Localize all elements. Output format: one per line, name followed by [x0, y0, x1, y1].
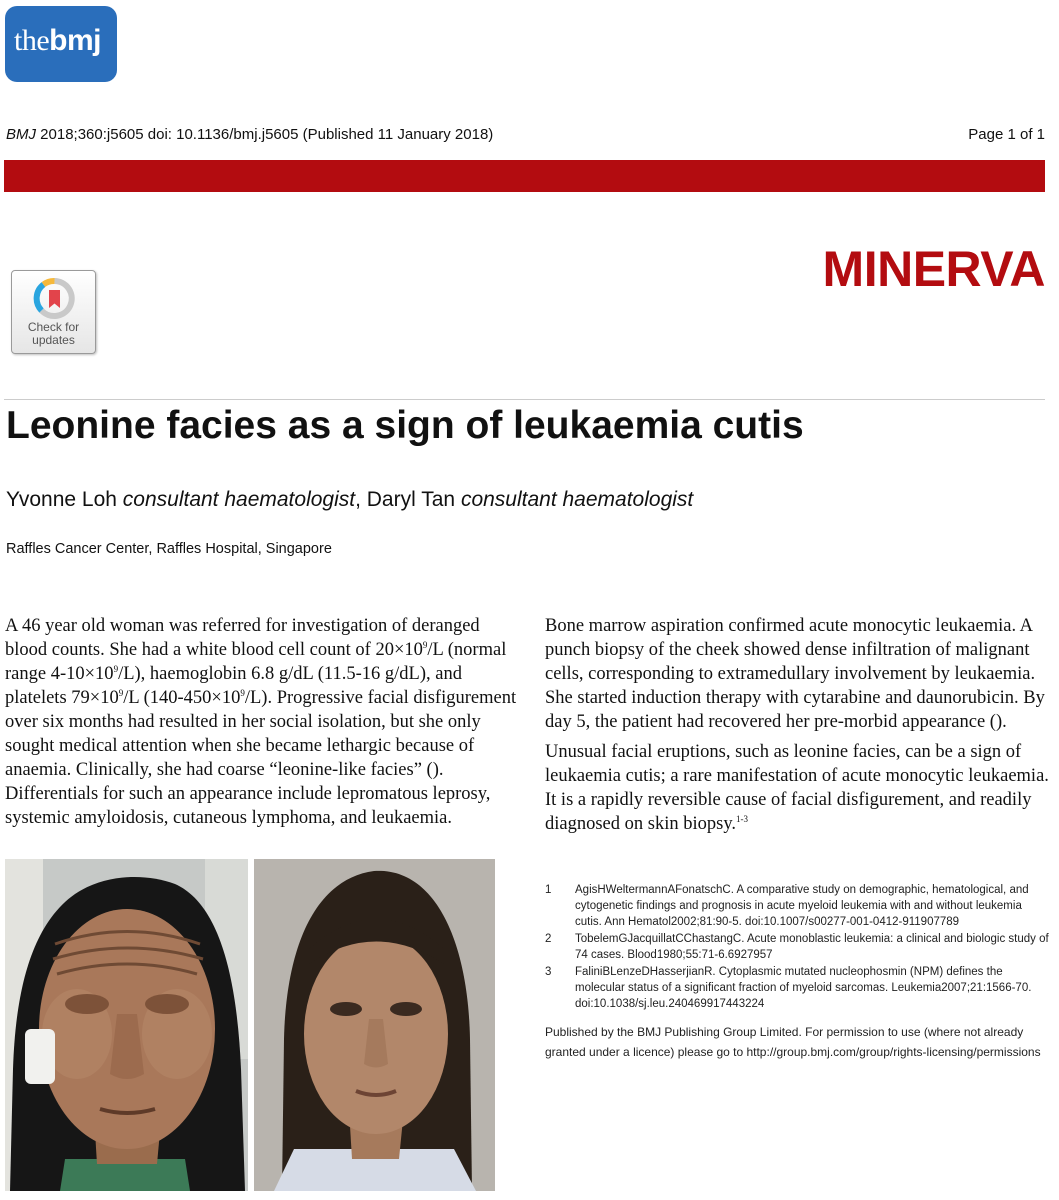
- citation-line: [6, 126, 493, 143]
- bmj-logo[interactable]: [5, 6, 117, 82]
- author-name: Daryl Tan: [366, 488, 456, 511]
- reference-item: [545, 882, 1050, 930]
- header-red-bar: [4, 160, 1045, 192]
- logo-part-bmj: bmj: [49, 24, 101, 57]
- license-notice: Published by the BMJ Publishing Group Limited. For permission to use (where not already granted under a licence) please go to http://group.bmj.com/group/rights-licensing/permissions: [545, 1025, 1041, 1059]
- clinical-photo-before: [5, 859, 248, 1191]
- reference-text: AgisHWeltermannAFonatschC. A comparative study on demographic, hematological, and cytogenetic findings and prognosis in acute myeloid leukemia with and without leukemia cutis. Ann Hematol2002;81:90-5. doi:10.1007/s00277-001-0412-911907789: [575, 884, 1029, 928]
- reference-number: 2: [545, 933, 552, 945]
- check-for-updates-icon: [33, 277, 76, 320]
- author-role: consultant haematologist: [122, 488, 356, 511]
- check-for-updates-label: [12, 321, 95, 347]
- article-title: Leonine facies as a sign of leukaemia cutis: [6, 404, 804, 447]
- reference-number: 1: [545, 884, 552, 896]
- body-column-right: [545, 614, 1050, 836]
- reference-text: TobelemGJacquillatCChastangC. Acute monoblastic leukemia: a clinical and biologic study of 74 cases. Blood1980;55:71-6.6927957: [575, 933, 1049, 961]
- body-paragraph-3: Unusual facial eruptions, such as leonine facies, can be a sign of leukaemia cutis; a rare manifestation of acute monocytic leukaemia. It is a rapidly reversible cause of facial disfigurement, and readily diagnosed on skin biopsy.$^{1-3}$: [545, 742, 1049, 834]
- reference-list: [545, 882, 1050, 1013]
- check-for-updates-line1: Check for: [27, 320, 80, 334]
- citation-details: 2018;360:j5605 doi: 10.1136/bmj.j5605 (Published 11 January 2018): [36, 126, 494, 143]
- clinical-photo-after: [254, 859, 495, 1191]
- author-role: consultant haematologist: [460, 488, 694, 511]
- reference-citation-link[interactable]: 1-3: [736, 813, 748, 824]
- reference-number: 3: [545, 966, 552, 978]
- author-name: Yvonne Loh: [6, 488, 117, 511]
- page-number: Page 1 of 1: [968, 126, 1045, 143]
- title-divider: [4, 399, 1045, 400]
- reference-item: [545, 964, 1050, 1012]
- check-for-updates-button[interactable]: [11, 270, 96, 354]
- section-label: MINERVA: [822, 241, 1045, 297]
- body-paragraph-2: Bone marrow aspiration confirmed acute monocytic leukaemia. A punch biopsy of the cheek showed dense infiltration of malignant cells, corresponding to extramedullary involvement by leukaemia. She started induction therapy with cytarabine and daunorubicin. By day 5, the patient had recovered her pre-morbid appearance ().: [545, 616, 1045, 732]
- logo-part-the: the: [14, 24, 50, 57]
- body-column-left: [5, 614, 517, 830]
- journal-name: BMJ: [6, 126, 36, 143]
- check-for-updates-line2: updates: [32, 333, 75, 347]
- reference-item: [545, 931, 1050, 963]
- author-affiliation: Raffles Cancer Center, Raffles Hospital, Singapore: [6, 541, 332, 557]
- body-paragraph-1: A 46 year old woman was referred for investigation of deranged blood counts. She had a white blood cell count of $20\times 10^9/L$ (normal range $4-10\times 10^9/L$), haemoglobin 6.8 g/dL (11.5-16 g/dL), and platelets $79\times 10^9/L$ $(140-450\times 10^9/L)$. Progressive facial disfigurement over six months had resulted in her social isolation, but she only sought medical attention when she became lethargic because of anaemia. Clinically, she had coarse “leonine-like facies” (). Differentials for such an appearance include lepromatous leprosy, systemic amyloidosis, cutaneous lymphoma, and leukaemia.: [5, 616, 517, 828]
- author-list: Yvonne Loh consultant haematologist, Daryl Tan consultant haematologist: [6, 488, 694, 511]
- logo-wordmark: [14, 24, 101, 58]
- reference-text: FaliniBLenzeDHasserjianR. Cytoplasmic mutated nucleophosmin (NPM) defines the molecular status of a significant fraction of myeloid sarcomas. Leukemia2007;21:1566-70. doi:10.1038/sj.leu.240469917443224: [575, 966, 1032, 1010]
